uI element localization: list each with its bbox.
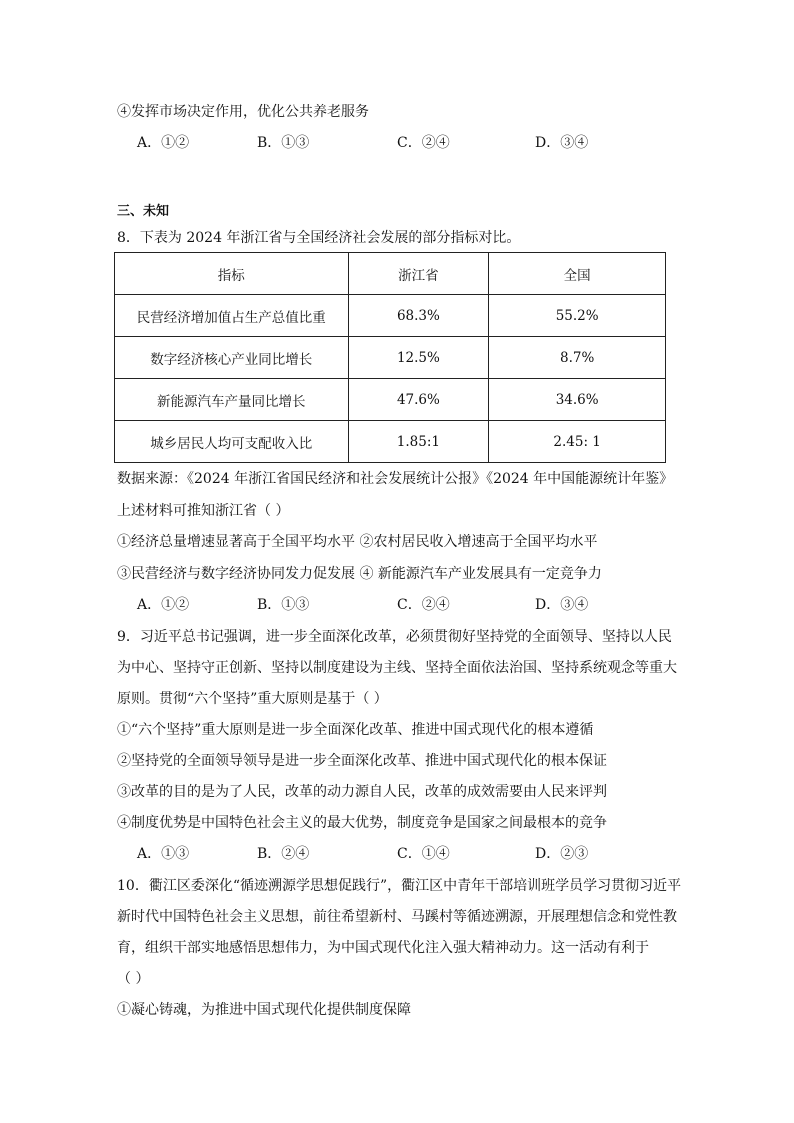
table-header-indicator: 指标 [115,253,349,295]
table-cell: 12.5% [348,337,489,379]
q10-stem-line-4: （ ） [117,971,150,987]
table-header-national: 全国 [489,253,666,295]
table-cell: 8.7% [489,337,666,379]
q9-stem-line-1: 9．习近平总书记强调，进一步全面深化改革，必须贯彻好坚持党的全面领导、坚持以人民 [117,629,672,645]
table-row [115,295,666,337]
q7-choice-c: C．②④ [397,135,450,151]
q9-choice-d: D．②③ [535,846,589,862]
table-row [115,421,666,463]
q8-data-table [114,252,666,463]
table-header-zhejiang: 浙江省 [348,253,489,295]
q7-choice-d: D．③④ [535,135,589,151]
q8-statements-line-2: ③民营经济与数字经济协同发力促发展 ④ 新能源汽车产业发展具有一定竞争力 [117,566,602,582]
q9-statement-4: ④制度优势是中国特色社会主义的最大优势，制度竞争是国家之间最根本的竞争 [117,815,607,831]
q8-choice-d: D．③④ [535,597,589,613]
q8-question: 上述材料可推知浙江省（ ） [117,503,290,519]
q7-choice-a: A．①② [137,135,190,151]
table-cell: 民营经济增加值占生产总值比重 [115,295,349,337]
q9-choice-b: B．②④ [257,846,310,862]
q10-stem-line-3: 育，组织干部实地感悟思想伟力，为中国式现代化注入强大精神动力。这一活动有利于 [117,940,649,956]
table-cell: 34.6% [489,379,666,421]
q8-source: 数据来源：《2024 年浙江省国民经济和社会发展统计公报》《2024 年中国能源统计年鉴》 [117,471,674,487]
q8-choice-b: B．①③ [257,597,310,613]
q7-option-4: ④发挥市场决定作用，优化公共养老服务 [117,104,369,120]
q8-choices [137,596,657,614]
table-cell: 城乡居民人均可支配收入比 [115,421,349,463]
q9-choice-c: C．①④ [397,846,450,862]
q9-statement-1: ①“六个坚持”重大原则是进一步全面深化改革、推进中国式现代化的根本遵循 [117,722,594,738]
table-cell: 47.6% [348,379,489,421]
q7-choice-b: B．①③ [257,135,310,151]
table-row [115,379,666,421]
q9-statement-2: ②坚持党的全面领导领导是进一步全面深化改革、推进中国式现代化的根本保证 [117,753,607,769]
q10-stem-line-2: 新时代中国特色社会主义思想，前往希望新村、马蹊村等循迹溯源，开展理想信念和党性教 [117,909,677,925]
q9-stem-line-2: 为中心、坚持守正创新、坚持以制度建设为主线、坚持全面依法治国、坚持系统观念等重大 [117,660,677,676]
q9-stem-line-3: 原则。贯彻“六个坚持”重大原则是基于（ ） [117,691,388,707]
q9-choice-a: A．①③ [137,846,190,862]
q8-choice-a: A．①② [137,597,190,613]
q10-statement-1: ①凝心铸魂，为推进中国式现代化提供制度保障 [117,1002,411,1018]
q8-choice-c: C．②④ [397,597,450,613]
q10-stem-line-1: 10．衢江区委深化“循迹溯源学思想促践行”，衢江区中青年干部培训班学员学习贯彻习近平 [117,878,682,894]
q9-statement-3: ③改革的目的是为了人民，改革的动力源自人民，改革的成效需要由人民来评判 [117,784,607,800]
table-cell: 1.85:1 [348,421,489,463]
table-header-row [115,253,666,295]
table-cell: 68.3% [348,295,489,337]
table-row [115,337,666,379]
table-cell: 新能源汽车产量同比增长 [115,379,349,421]
q8-stem: 8．下表为 2024 年浙江省与全国经济社会发展的部分指标对比。 [117,230,521,246]
q9-choices [137,845,657,863]
table-cell: 数字经济核心产业同比增长 [115,337,349,379]
section-title: 三、未知 [117,204,170,219]
table-cell: 55.2% [489,295,666,337]
q8-statements-line-1: ①经济总量增速显著高于全国平均水平 ②农村居民收入增速高于全国平均水平 [117,534,598,550]
table-cell: 2.45: 1 [489,421,666,463]
q7-choices [137,134,657,152]
